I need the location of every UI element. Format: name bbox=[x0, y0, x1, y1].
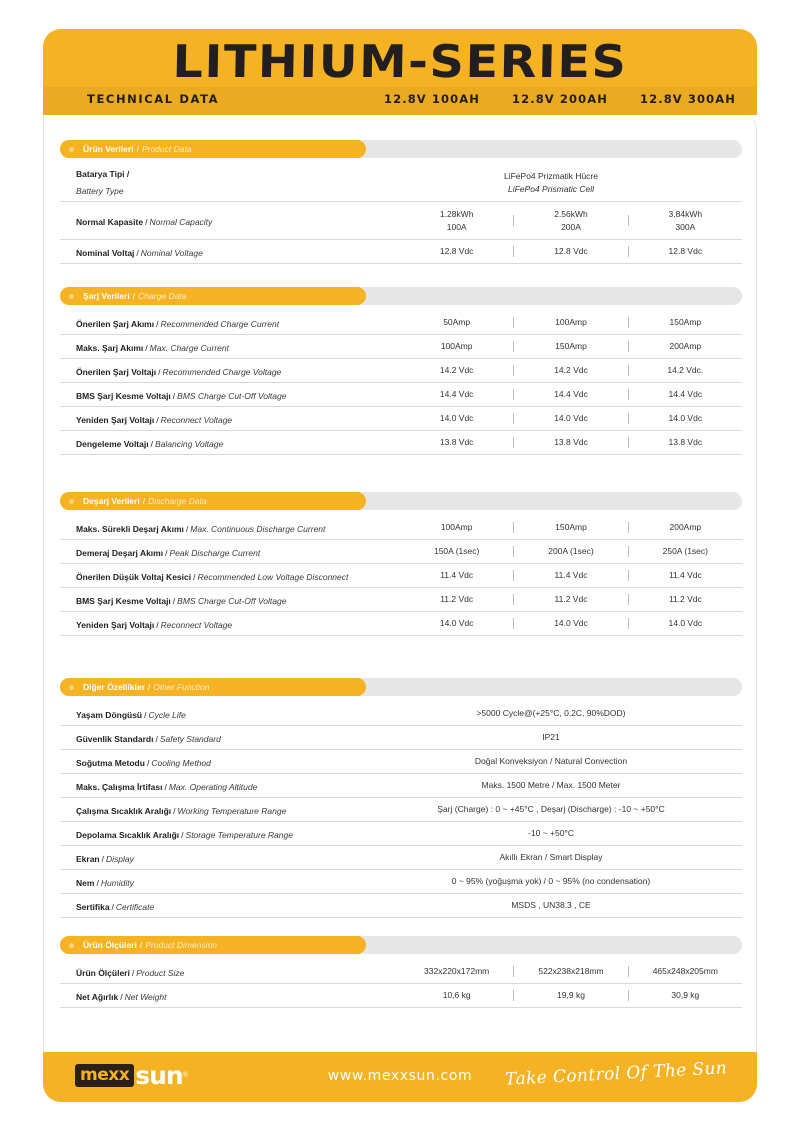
spec-row-values bbox=[400, 245, 742, 257]
spec-value: 100Amp bbox=[440, 341, 473, 352]
label-en: Safety Standard bbox=[159, 733, 221, 744]
section-title-separator: / bbox=[136, 144, 139, 154]
spec-value: 150A (1sec) bbox=[433, 546, 480, 557]
spec-row-label bbox=[60, 434, 400, 452]
section-header bbox=[60, 287, 742, 305]
spec-row-label bbox=[60, 314, 400, 332]
spec-row-values bbox=[400, 388, 742, 400]
trademark-icon: ® bbox=[182, 1072, 188, 1079]
spec-row-label bbox=[60, 567, 400, 585]
spec-value-merged: >5000 Cycle@(+25°C, 0.2C, 90%DOD) bbox=[476, 708, 626, 719]
section-title-tr: Ürün Verileri bbox=[83, 144, 134, 154]
label-en: Display bbox=[106, 853, 134, 864]
spec-card bbox=[43, 115, 757, 1055]
spec-value: 12.8 Vdc bbox=[668, 246, 703, 257]
spec-value-merged: -10 ~ +50°C bbox=[528, 828, 574, 839]
spec-row bbox=[60, 870, 742, 894]
spec-value: 10,6 kg bbox=[442, 990, 471, 1001]
spec-value: 200Amp bbox=[669, 522, 702, 533]
spec-row-label bbox=[60, 386, 400, 404]
spec-value: 13.8 Vdc bbox=[554, 437, 588, 448]
spec-row bbox=[60, 612, 742, 636]
spec-value: 14.2 Vdc bbox=[554, 365, 588, 376]
spec-value: 150Amp bbox=[669, 317, 702, 328]
bullet-dot-icon bbox=[69, 294, 74, 299]
spec-row bbox=[60, 750, 742, 774]
spec-value: 14.4 Vdc bbox=[554, 389, 588, 400]
model-column-2: 12.8V 200AH bbox=[512, 92, 608, 106]
spec-row-label bbox=[60, 873, 400, 891]
bullet-dot-icon bbox=[69, 499, 74, 504]
spec-row bbox=[60, 726, 742, 750]
spec-row bbox=[60, 846, 742, 870]
spec-value: 14.2 Vdc. bbox=[667, 365, 704, 376]
spec-row-values bbox=[400, 851, 742, 863]
spec-value: 14.0 Vdc bbox=[668, 413, 703, 424]
spec-value-merged: Akıllı Ekran / Smart Display bbox=[499, 852, 603, 863]
spec-row bbox=[60, 516, 742, 540]
spec-row bbox=[60, 164, 742, 202]
section-title-en: Charge Data bbox=[138, 291, 187, 301]
label-en: Certificate bbox=[115, 901, 155, 912]
spec-row bbox=[60, 894, 742, 918]
section-title-en: Product Data bbox=[141, 144, 192, 154]
bullet-dot-icon bbox=[69, 943, 74, 948]
spec-row-values bbox=[400, 316, 742, 328]
spec-row bbox=[60, 702, 742, 726]
label-tr: Nominal Voltaj bbox=[76, 247, 135, 258]
spec-value: 150Amp bbox=[555, 341, 587, 352]
spec-value: 30,9 kg bbox=[671, 990, 700, 1001]
spec-value: 200A (1sec) bbox=[548, 546, 594, 557]
label-tr: Maks. Şarj Akımı bbox=[76, 342, 144, 353]
label-separator: / bbox=[172, 595, 176, 606]
spec-value: 150Amp bbox=[555, 522, 587, 533]
label-separator: / bbox=[156, 619, 159, 630]
spec-row bbox=[60, 383, 742, 407]
label-tr: Ürün Ölçüleri bbox=[76, 967, 130, 978]
technical-data-label: TECHNICAL DATA bbox=[87, 92, 220, 106]
spec-value-line2: 200A bbox=[561, 221, 581, 232]
spec-row-label bbox=[60, 362, 400, 380]
label-tr: Soğutma Metodu bbox=[76, 757, 145, 768]
spec-value: 11.2 Vdc bbox=[668, 594, 702, 605]
spec-value: 19,9 kg bbox=[557, 990, 585, 1001]
label-en: Product Size bbox=[136, 967, 185, 978]
spec-row-values bbox=[400, 569, 742, 581]
label-separator: / bbox=[181, 829, 184, 840]
spec-row-values bbox=[400, 827, 742, 839]
section-title-en: Other Function bbox=[153, 682, 210, 692]
spec-value: 11.4 Vdc bbox=[440, 570, 474, 581]
label-en: Cycle Life bbox=[148, 709, 186, 720]
spec-value: 14.0 Vdc bbox=[554, 413, 588, 424]
section-title-tr: Diğer Özellikler bbox=[83, 682, 145, 692]
section-header-pill bbox=[60, 678, 366, 696]
spec-row-values bbox=[400, 521, 742, 533]
label-en: Working Temperature Range bbox=[177, 805, 287, 816]
section-header bbox=[60, 936, 742, 954]
spec-row-label bbox=[60, 243, 400, 261]
spec-value-merged: MSDS , UN38.3 , CE bbox=[511, 900, 591, 911]
spec-value: 14.4 Vdc bbox=[439, 389, 474, 400]
label-separator: / bbox=[164, 781, 167, 792]
spec-section bbox=[60, 678, 742, 918]
model-column-1: 12.8V 100AH bbox=[384, 92, 480, 106]
spec-row bbox=[60, 240, 742, 264]
spec-value-line2: LiFePo4 Prismatic Cell bbox=[508, 183, 594, 194]
spec-row-values bbox=[400, 707, 742, 719]
header-banner bbox=[43, 29, 757, 115]
spec-value-line2: 300A bbox=[675, 221, 696, 232]
spec-value: 50Amp bbox=[443, 317, 471, 328]
spec-section bbox=[60, 287, 742, 455]
label-separator: / bbox=[155, 733, 158, 744]
spec-row bbox=[60, 202, 742, 240]
label-en: Reconnect Voltage bbox=[160, 619, 233, 630]
section-title-tr: Deşarj Verileri bbox=[83, 496, 140, 506]
label-separator: / bbox=[185, 523, 189, 534]
section-title-separator: / bbox=[147, 682, 151, 692]
spec-row-label bbox=[60, 169, 400, 196]
spec-value-merged: IP21 bbox=[542, 732, 560, 743]
spec-value-merged: 0 ~ 95% (yoğuşma yok) / 0 ~ 95% (no condensation) bbox=[451, 876, 651, 887]
model-column-3: 12.8V 300AH bbox=[640, 92, 736, 106]
spec-value: 14.0 Vdc bbox=[439, 618, 474, 629]
label-tr: Çalışma Sıcaklık Aralığı bbox=[76, 805, 172, 816]
spec-row-label bbox=[60, 591, 400, 609]
spec-row-values bbox=[400, 965, 742, 977]
label-tr: BMS Şarj Kesme Voltajı bbox=[76, 390, 171, 401]
label-en: BMS Charge Cut-Off Voltage bbox=[177, 595, 287, 606]
spec-value: 1.28kWh 100A bbox=[400, 208, 513, 233]
spec-row bbox=[60, 431, 742, 455]
label-en: Max. Continuous Discharge Current bbox=[190, 523, 326, 534]
spec-value: 12.8 Vdc bbox=[439, 246, 474, 257]
spec-row-values bbox=[400, 593, 742, 605]
spec-section bbox=[60, 492, 742, 636]
spec-row-label bbox=[60, 543, 400, 561]
spec-row-values bbox=[400, 875, 742, 887]
spec-row-values bbox=[400, 208, 742, 233]
spec-row bbox=[60, 407, 742, 431]
spec-row-values bbox=[400, 779, 742, 791]
spec-row-values bbox=[400, 803, 742, 815]
spec-row-label bbox=[60, 615, 400, 633]
label-separator: / bbox=[96, 877, 99, 888]
spec-row-label bbox=[60, 801, 400, 819]
section-title-en: Product Dimension bbox=[145, 940, 218, 950]
spec-value: 465x248x205mm bbox=[652, 966, 718, 977]
spec-value: 14.0 Vdc bbox=[439, 413, 474, 424]
spec-row bbox=[60, 798, 742, 822]
spec-value: 11.2 Vdc bbox=[440, 594, 474, 605]
label-tr: Batarya Tipi / bbox=[76, 169, 130, 179]
label-en: BMS Charge Cut-Off Voltage bbox=[177, 390, 287, 401]
spec-row bbox=[60, 960, 742, 984]
label-separator: / bbox=[173, 805, 176, 816]
label-tr: Yeniden Şarj Voltajı bbox=[76, 414, 155, 425]
label-tr: Yeniden Şarj Voltajı bbox=[76, 619, 155, 630]
spec-row bbox=[60, 540, 742, 564]
spec-row bbox=[60, 822, 742, 846]
section-title-separator: / bbox=[142, 496, 146, 506]
label-tr: BMS Şarj Kesme Voltajı bbox=[76, 595, 171, 606]
bullet-dot-icon bbox=[69, 685, 74, 690]
spec-value: 11.4 Vdc bbox=[668, 570, 702, 581]
logo-sun-word: sun bbox=[135, 1061, 183, 1090]
label-en: Recommended Low Voltage Disconnect bbox=[197, 571, 349, 582]
section-header-pill bbox=[60, 492, 366, 510]
spec-value: 13.8 Vdc bbox=[668, 437, 703, 448]
spec-row-values bbox=[400, 436, 742, 448]
section-header bbox=[60, 678, 742, 696]
spec-section bbox=[60, 936, 742, 1008]
label-en: Max. Charge Current bbox=[149, 342, 229, 353]
spec-value: 100Amp bbox=[440, 522, 473, 533]
spec-value-merged: Şarj (Charge) : 0 ~ +45°C , Deşarj (Discharge) : -10 ~ +50°C bbox=[437, 804, 665, 815]
spec-row bbox=[60, 311, 742, 335]
label-en: Storage Temperature Range bbox=[185, 829, 293, 840]
label-separator: / bbox=[156, 414, 159, 425]
logo-mexx-mark: mexx bbox=[75, 1064, 134, 1087]
spec-value: 14.0 Vdc bbox=[554, 618, 588, 629]
spec-row-values bbox=[400, 412, 742, 424]
label-tr: Net Ağırlık bbox=[76, 991, 119, 1002]
label-tr: Depolama Sıcaklık Aralığı bbox=[76, 829, 180, 840]
spec-row-values bbox=[400, 899, 742, 911]
label-separator: / bbox=[193, 571, 196, 582]
spec-row-label bbox=[60, 753, 400, 771]
section-title-separator: / bbox=[139, 940, 143, 950]
spec-row-values bbox=[400, 340, 742, 352]
spec-value: 14.0 Vdc bbox=[668, 618, 703, 629]
spec-value-line2: 100A bbox=[446, 221, 467, 232]
label-en: Recommended Charge Voltage bbox=[162, 366, 282, 377]
website-url[interactable]: www.mexxsun.com bbox=[327, 1068, 473, 1084]
spec-row-values bbox=[400, 617, 742, 629]
label-tr: Yaşam Döngüsü bbox=[76, 709, 143, 720]
spec-row-label bbox=[60, 897, 400, 915]
spec-row-label bbox=[60, 729, 400, 747]
spec-value: 11.4 Vdc bbox=[554, 570, 588, 581]
label-tr: Normal Kapasite bbox=[76, 216, 144, 227]
label-en: Cooling Method bbox=[151, 757, 211, 768]
spec-row-label bbox=[60, 825, 400, 843]
label-separator: / bbox=[131, 967, 135, 978]
label-tr: Önerilen Düşük Voltaj Kesici bbox=[76, 571, 192, 582]
label-separator: / bbox=[144, 709, 147, 720]
spec-row-label bbox=[60, 212, 400, 230]
spec-value: 100Amp bbox=[555, 317, 587, 328]
label-en: Humidity bbox=[100, 877, 134, 888]
spec-row bbox=[60, 774, 742, 798]
label-en: Battery Type bbox=[76, 186, 124, 196]
label-tr: Sertifika bbox=[76, 901, 110, 912]
label-separator: / bbox=[145, 342, 148, 353]
spec-value: 332x220x172mm bbox=[424, 966, 490, 977]
spec-row-label bbox=[60, 987, 400, 1005]
spec-row-values bbox=[400, 545, 742, 557]
spec-value: 14.4 Vdc bbox=[668, 389, 703, 400]
label-en: Normal Capacity bbox=[149, 216, 213, 227]
spec-row-values bbox=[400, 731, 742, 743]
section-header-pill bbox=[60, 936, 366, 954]
spec-row-label bbox=[60, 338, 400, 356]
spec-row-values bbox=[400, 755, 742, 767]
section-title-tr: Ürün Ölçüleri bbox=[83, 940, 137, 950]
label-tr: Maks. Çalışma İrtifası bbox=[76, 781, 163, 792]
spec-row-label bbox=[60, 777, 400, 795]
label-en: Balancing Voltage bbox=[154, 438, 224, 449]
spec-row-label bbox=[60, 519, 400, 537]
label-separator: / bbox=[146, 757, 150, 768]
label-tr: Demeraj Deşarj Akımı bbox=[76, 547, 164, 558]
page-title: LITHIUM-SERIES bbox=[172, 35, 628, 88]
label-separator: / bbox=[165, 547, 168, 558]
spec-row-values bbox=[400, 170, 742, 195]
brand-tagline: Take Control Of The Sun bbox=[504, 1058, 728, 1090]
spec-row bbox=[60, 335, 742, 359]
spec-value: 250A (1sec) bbox=[662, 546, 708, 557]
section-title-en: Discharge Data bbox=[148, 496, 207, 506]
spec-row-values bbox=[400, 989, 742, 1001]
footer-bar bbox=[43, 1052, 757, 1102]
section-title-separator: / bbox=[132, 291, 136, 301]
section-header bbox=[60, 492, 742, 510]
spec-value: 13.8 Vdc bbox=[439, 437, 474, 448]
label-tr: Güvenlik Standardı bbox=[76, 733, 154, 744]
spec-row-label bbox=[60, 705, 400, 723]
bullet-dot-icon bbox=[69, 147, 74, 152]
section-title-tr: Şarj Verileri bbox=[83, 291, 130, 301]
spec-value: 11.2 Vdc bbox=[554, 594, 588, 605]
spec-row bbox=[60, 564, 742, 588]
section-header-pill bbox=[60, 287, 366, 305]
label-tr: Ekran bbox=[76, 853, 100, 864]
spec-value: 2.56kWh 200A bbox=[514, 208, 627, 233]
label-separator: / bbox=[145, 216, 148, 227]
label-separator: / bbox=[120, 991, 123, 1002]
section-header bbox=[60, 140, 742, 158]
spec-value-merged: LiFePo4 Prizmatik Hücre LiFePo4 Prismatic Cell bbox=[400, 170, 742, 195]
spec-row bbox=[60, 984, 742, 1008]
label-tr: Maks. Sürekli Deşarj Akımı bbox=[76, 523, 184, 534]
spec-row bbox=[60, 588, 742, 612]
spec-value-merged: Maks. 1500 Metre / Max. 1500 Meter bbox=[481, 780, 621, 791]
label-separator: / bbox=[111, 901, 114, 912]
label-en: Recommended Charge Current bbox=[160, 318, 280, 329]
spec-row-label bbox=[60, 849, 400, 867]
spec-value: 3.84kWh 300A bbox=[629, 208, 742, 233]
label-en: Max. Operating Altitude bbox=[168, 781, 258, 792]
label-separator: / bbox=[156, 318, 159, 329]
label-tr: Dengeleme Voltajı bbox=[76, 438, 149, 449]
label-separator: / bbox=[158, 366, 161, 377]
label-separator: / bbox=[136, 247, 139, 258]
label-tr: Önerilen Şarj Voltajı bbox=[76, 366, 157, 377]
label-separator: / bbox=[101, 853, 104, 864]
label-separator: / bbox=[172, 390, 176, 401]
section-header-pill bbox=[60, 140, 366, 158]
spec-row-values bbox=[400, 364, 742, 376]
spec-value: 12.8 Vdc bbox=[554, 246, 588, 257]
label-separator: / bbox=[150, 438, 153, 449]
spec-row bbox=[60, 359, 742, 383]
spec-row-label bbox=[60, 963, 400, 981]
spec-row-label bbox=[60, 410, 400, 428]
label-tr: Nem bbox=[76, 877, 95, 888]
spec-value: 200Amp bbox=[669, 341, 702, 352]
spec-value-merged: Doğal Konveksiyon / Natural Convection bbox=[474, 756, 628, 767]
label-en: Nominal Voltage bbox=[140, 247, 203, 258]
label-en: Peak Discharge Current bbox=[169, 547, 261, 558]
label-tr: Önerilen Şarj Akımı bbox=[76, 318, 155, 329]
spec-section bbox=[60, 140, 742, 264]
spec-value: 14.2 Vdc bbox=[439, 365, 474, 376]
spec-value: 522x238x218mm bbox=[538, 966, 604, 977]
label-en: Reconnect Voltage bbox=[160, 414, 233, 425]
label-en: Net Weight bbox=[124, 991, 167, 1002]
